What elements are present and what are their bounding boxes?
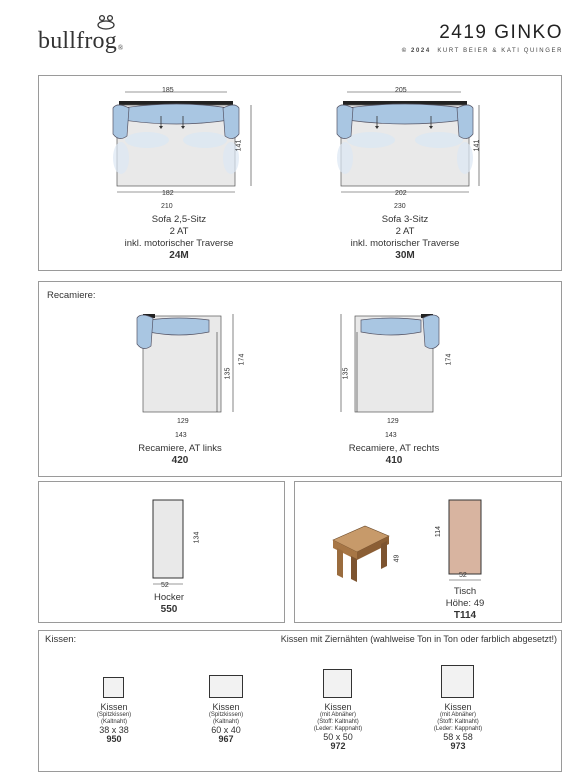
kissen-973-code: 973 (450, 741, 466, 751)
sofa-2-5-dim-inner: 182 (162, 190, 174, 197)
kissen-967-name: Kissen (212, 702, 240, 712)
sofa-3-dim-depth: 141 (473, 139, 481, 152)
kissen-972-detail1: (mit Abnäher) (319, 712, 356, 718)
recamiere-right-code: 410 (385, 455, 403, 466)
hocker-name: Hocker (153, 592, 185, 603)
sofa-3-outline (337, 86, 477, 206)
recamiere-right-dim-seat: 135 (342, 367, 350, 380)
hocker-dim-depth: 134 (193, 531, 201, 544)
kissen-973-detail3: (Leder: Kappnaht) (433, 726, 483, 732)
sofa-2-5-dim-outer: 210 (161, 203, 173, 210)
sofa-3-drawing (337, 86, 477, 206)
sofa-3-dim-top: 205 (395, 87, 407, 94)
recamiere-right-dim-inner: 129 (387, 418, 399, 425)
kissen-967-caption (191, 703, 261, 744)
recamiere-left-dim-depth: 174 (238, 353, 246, 366)
recamiere-left-dim-inner: 129 (177, 418, 189, 425)
sofa-3-extra: inkl. motorischer Traverse (350, 238, 460, 249)
frog-icon (96, 14, 116, 30)
recamiere-left-name: Recamiere, AT links (138, 443, 222, 454)
sofa-2-5-extra: inkl. motorischer Traverse (124, 238, 234, 249)
kissen-950-swatch (103, 677, 124, 698)
kissen-973-caption (421, 703, 495, 751)
kissen-972-swatch (323, 669, 352, 698)
sofa-2-5-drawing (107, 86, 247, 206)
kissen-950-detail1: (Spitzkissen) (96, 712, 132, 718)
kissen-967-detail1: (Spitzkissen) (208, 712, 244, 718)
kissen-972-caption (302, 703, 374, 751)
sofa-2-5-outline (107, 86, 247, 206)
kissen-972-code: 972 (330, 741, 346, 751)
hocker-code: 550 (160, 604, 178, 615)
copyright-line (402, 48, 563, 54)
recamiere-right-drawing (339, 310, 449, 420)
kissen-972-name: Kissen (324, 702, 352, 712)
kissen-972-size: 50 x 50 (323, 732, 353, 742)
tisch-dim-height: 49 (393, 554, 401, 563)
tisch-dim-width: 52 (459, 572, 467, 579)
kissen-967-code: 967 (218, 734, 234, 744)
page-title: 2419 GINKO (439, 22, 563, 43)
sofa-3-dim-inner: 202 (395, 190, 407, 197)
sofa-2-5-armrest: 2 AT (169, 226, 189, 237)
sofa-2-5-dim-top: 185 (162, 87, 174, 94)
recamiere-left-dim-outer: 143 (175, 432, 187, 439)
kissen-950-name: Kissen (100, 702, 128, 712)
kissen-967-swatch (209, 675, 243, 698)
copyright-year: © 2024 (401, 48, 431, 54)
kissen-967-detail2: (Kaltnaht) (212, 719, 239, 725)
sofa-2-5-code: 24M (169, 250, 189, 261)
kissen-panel (38, 630, 562, 772)
tisch-height-label: Höhe: 49 (445, 598, 485, 609)
recamiere-right-caption (319, 443, 469, 467)
kissen-note: Kissen mit Ziernähten (wahlweise Ton in Ton oder farblich abgesetzt!) (280, 634, 557, 644)
recamiere-panel (38, 281, 562, 477)
kissen-950-detail2: (Kaltnaht) (100, 719, 127, 725)
hocker-caption (119, 592, 219, 616)
recamiere-left-code: 420 (171, 455, 189, 466)
recamiere-left-drawing (135, 310, 245, 420)
kissen-972-detail2: (Stoff: Kaltnaht) (317, 719, 359, 725)
sofa-3-armrest: 2 AT (395, 226, 415, 237)
kissen-973-detail1: (mit Abnäher) (439, 712, 476, 718)
tisch-panel (294, 481, 562, 623)
brand-name: bullfrog (38, 28, 117, 54)
recamiere-right-dim-outer: 143 (385, 432, 397, 439)
recamiere-left-caption (105, 443, 255, 467)
brand-logo (38, 28, 123, 55)
recamiere-label: Recamiere: (47, 290, 96, 301)
sofa-3-caption (315, 214, 495, 262)
kissen-973-swatch (441, 665, 474, 698)
recamiere-right-dim-depth: 174 (445, 353, 453, 366)
sofa-2-5-caption (89, 214, 269, 262)
tisch-code: T114 (453, 610, 477, 621)
recamiere-right-name: Recamiere, AT rechts (348, 443, 440, 454)
kissen-972-detail3: (Leder: Kappnaht) (313, 726, 363, 732)
kissen-973-detail2: (Stoff: Kaltnaht) (437, 719, 479, 725)
kissen-967-size: 60 x 40 (211, 725, 241, 735)
kissen-950-code: 950 (106, 734, 122, 744)
hocker-drawing (151, 498, 191, 588)
sofa-3-name: Sofa 3-Sitz (381, 214, 429, 225)
tisch-caption (415, 586, 515, 622)
tisch-plan-drawing (447, 496, 487, 586)
copyright-authors: KURT BEIER & KATI QUINGER (437, 48, 563, 54)
recamiere-left-dim-seat: 135 (224, 367, 232, 380)
kissen-973-size: 58 x 58 (443, 732, 473, 742)
kissen-950-caption (79, 703, 149, 744)
kissen-973-name: Kissen (444, 702, 472, 712)
sofa-panel (38, 75, 562, 271)
sofa-2-5-name: Sofa 2,5-Sitz (151, 214, 207, 225)
sofa-3-code: 30M (395, 250, 415, 261)
tisch-dim-depth: 114 (435, 525, 443, 538)
sofa-2-5-dim-depth: 141 (235, 139, 243, 152)
brand-reg-mark: ® (117, 44, 124, 52)
kissen-label: Kissen: (45, 634, 77, 645)
kissen-950-size: 38 x 38 (99, 725, 129, 735)
hocker-dim-width: 52 (161, 582, 169, 589)
tisch-3d-drawing (329, 522, 393, 586)
hocker-panel (38, 481, 285, 623)
tisch-name: Tisch (453, 586, 477, 597)
sofa-3-dim-outer: 230 (394, 203, 406, 210)
